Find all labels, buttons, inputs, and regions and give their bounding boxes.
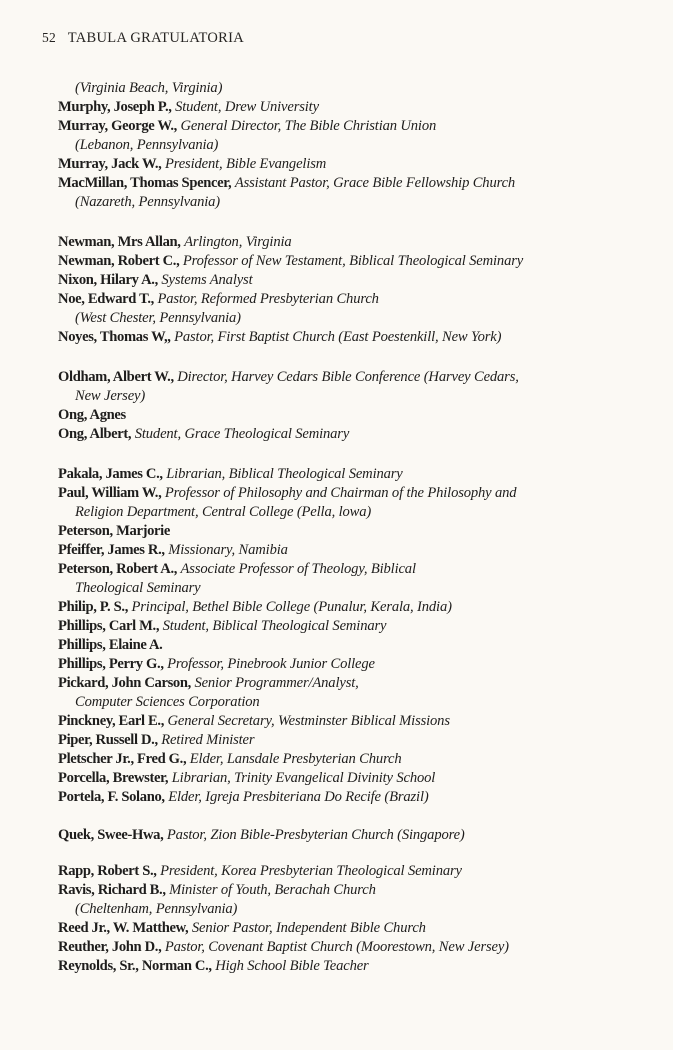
- list-entry: [58, 674, 638, 712]
- entry-name: Oldham, Albert W.,: [58, 369, 174, 385]
- list-entry: [58, 881, 638, 919]
- list-entry: [58, 957, 638, 976]
- running-head: [42, 30, 244, 47]
- entry-name: Porcella, Brewster,: [58, 770, 169, 786]
- entry-description: President, Bible Evangelism: [164, 156, 327, 172]
- section-gap: [58, 845, 638, 862]
- list-entry: [58, 541, 638, 560]
- entry-name: Newman, Robert C.,: [58, 253, 180, 269]
- entry-name: Quek, Swee-Hwa,: [58, 827, 164, 843]
- entry-name: Newman, Mrs Allan,: [58, 234, 181, 250]
- entry-description: Senior Pastor, Independent Bible Church: [191, 920, 426, 936]
- entry-continuation: (West Chester, Pennsylvania): [75, 310, 241, 326]
- entry-description: Pastor, Zion Bible-Presbyterian Church (Singapore): [166, 827, 465, 843]
- entry-name: Pinckney, Earl E.,: [58, 713, 165, 729]
- tabula-list: [58, 79, 638, 976]
- entry-continuation: New Jersey): [75, 388, 146, 404]
- entry-description: Principal, Bethel Bible College (Punalur, Kerala, India): [131, 599, 452, 615]
- entry-description: Professor of New Testament, Biblical Theological Seminary: [182, 253, 524, 269]
- entry-name: Noyes, Thomas W,,: [58, 329, 171, 345]
- list-entry: [58, 522, 638, 541]
- entry-continuation: Computer Sciences Corporation: [75, 694, 260, 710]
- entry-description: Librarian, Biblical Theological Seminary: [166, 466, 403, 482]
- entry-name: Pfeiffer, James R.,: [58, 542, 165, 558]
- entry-name: Murray, George W.,: [58, 118, 177, 134]
- entry-name: MacMillan, Thomas Spencer,: [58, 175, 232, 191]
- entry-description: Professor of Philosophy and Chairman of the Philosophy and: [164, 485, 517, 501]
- letter-group-o: [58, 368, 638, 444]
- entry-description: Student, Drew University: [175, 99, 319, 115]
- list-entry: [58, 788, 638, 807]
- entry-name: Peterson, Marjorie: [58, 523, 171, 539]
- entry-continuation: (Nazareth, Pennsylvania): [75, 194, 221, 210]
- entry-name: Philip, P. S.,: [58, 599, 128, 615]
- entry-name: Murphy, Joseph P.,: [58, 99, 172, 115]
- entry-continuation: Religion Department, Central College (Pella, lowa): [75, 504, 372, 520]
- letter-groups: [58, 98, 638, 976]
- list-entry: [58, 862, 638, 881]
- list-entry: [58, 731, 638, 750]
- entry-name: Pickard, John Carson,: [58, 675, 191, 691]
- continuation-line: (Virginia Beach, Virginia): [75, 80, 223, 96]
- letter-group-q: [58, 826, 638, 845]
- entry-name: Noe, Edward T.,: [58, 291, 154, 307]
- list-entry: [58, 155, 638, 174]
- page-number: 52: [42, 30, 57, 45]
- letter-group-p: [58, 465, 638, 807]
- entry-name: Phillips, Carl M.,: [58, 618, 160, 634]
- list-entry: [58, 233, 638, 252]
- entry-description: Student, Biblical Theological Seminary: [162, 618, 387, 634]
- entry-continuation: Theological Seminary: [75, 580, 201, 596]
- list-entry: [58, 406, 638, 425]
- list-entry: [58, 252, 638, 271]
- entry-description: Professor, Pinebrook Junior College: [167, 656, 375, 672]
- entry-name: Ong, Agnes: [58, 407, 126, 423]
- entry-description: Librarian, Trinity Evangelical Divinity School: [171, 770, 436, 786]
- entry-description: Elder, Lansdale Presbyterian Church: [189, 751, 402, 767]
- entry-description: Pastor, First Baptist Church (East Poestenkill, New York): [174, 329, 502, 345]
- entry-description: Systems Analyst: [161, 272, 253, 288]
- entry-continuation: (Cheltenham, Pennsylvania): [75, 901, 238, 917]
- list-entry: [58, 598, 638, 617]
- running-title: TABULA GRATULATORIA: [67, 30, 245, 46]
- entry-description: Assistant Pastor, Grace Bible Fellowship Church: [234, 175, 516, 191]
- entry-name: Peterson, Robert A.,: [58, 561, 178, 577]
- list-entry: [58, 938, 638, 957]
- entry-description: Minister of Youth, Berachah Church: [169, 882, 376, 898]
- entry-description: High School Bible Teacher: [215, 958, 369, 974]
- list-entry: [58, 769, 638, 788]
- list-entry: [58, 712, 638, 731]
- list-entry: [58, 98, 638, 117]
- letter-group-r: [58, 862, 638, 976]
- entry-name: Portela, F. Solano,: [58, 789, 165, 805]
- entry-description: Elder, Igreja Presbiteriana Do Recife (Brazil): [168, 789, 429, 805]
- entry-description: General Secretary, Westminster Biblical Missions: [167, 713, 450, 729]
- entry-name: Nixon, Hilary A.,: [58, 272, 158, 288]
- section-gap: [58, 212, 638, 233]
- entry-name: Reynolds, Sr., Norman C.,: [58, 958, 212, 974]
- section-gap: [58, 444, 638, 465]
- list-entry: [58, 617, 638, 636]
- list-entry: [58, 560, 638, 598]
- entry-description: Arlington, Virginia: [184, 234, 292, 250]
- list-entry: [58, 484, 638, 522]
- list-entry: [58, 636, 638, 655]
- list-entry: [58, 290, 638, 328]
- list-entry: [58, 425, 638, 444]
- entry-name: Paul, William W.,: [58, 485, 162, 501]
- list-entry: [58, 368, 638, 406]
- entry-continuation: (Lebanon, Pennsylvania): [75, 137, 219, 153]
- entry-description: Missionary, Namibia: [168, 542, 288, 558]
- list-entry: [58, 174, 638, 212]
- list-entry: [58, 655, 638, 674]
- entry-name: Reed Jr., W. Matthew,: [58, 920, 189, 936]
- entry-name: Phillips, Elaine A.: [58, 637, 163, 653]
- entry-name: Reuther, John D.,: [58, 939, 162, 955]
- entry-name: Ong, Albert,: [58, 426, 132, 442]
- section-gap: [58, 807, 638, 826]
- entry-name: Piper, Russell D.,: [58, 732, 158, 748]
- entry-description: Director, Harvey Cedars Bible Conference (Harvey Cedars,: [177, 369, 519, 385]
- entry-description: Senior Programmer/Analyst,: [194, 675, 359, 691]
- section-gap: [58, 347, 638, 368]
- entry-name: Pakala, James C.,: [58, 466, 163, 482]
- entry-name: Rapp, Robert S.,: [58, 863, 157, 879]
- entry-description: Student, Grace Theological Seminary: [134, 426, 350, 442]
- list-entry: [58, 919, 638, 938]
- list-entry: [58, 750, 638, 769]
- entry-description: Pastor, Covenant Baptist Church (Moorestown, New Jersey): [164, 939, 509, 955]
- entry-name: Murray, Jack W.,: [58, 156, 162, 172]
- entry-description: Associate Professor of Theology, Biblical: [180, 561, 416, 577]
- entry-description: President, Korea Presbyterian Theological Seminary: [160, 863, 462, 879]
- entry-name: Ravis, Richard B.,: [58, 882, 166, 898]
- list-entry: [58, 271, 638, 290]
- letter-group-m: [58, 98, 638, 212]
- list-entry: [58, 328, 638, 347]
- list-entry: [58, 465, 638, 484]
- list-entry: [58, 117, 638, 155]
- entry-name: Phillips, Perry G.,: [58, 656, 164, 672]
- entry-description: Retired Minister: [161, 732, 255, 748]
- entry-description: General Director, The Bible Christian Union: [180, 118, 437, 134]
- letter-group-n: [58, 233, 638, 347]
- entry-name: Pletscher Jr., Fred G.,: [58, 751, 187, 767]
- entry-description: Pastor, Reformed Presbyterian Church: [157, 291, 379, 307]
- list-entry: [58, 826, 638, 845]
